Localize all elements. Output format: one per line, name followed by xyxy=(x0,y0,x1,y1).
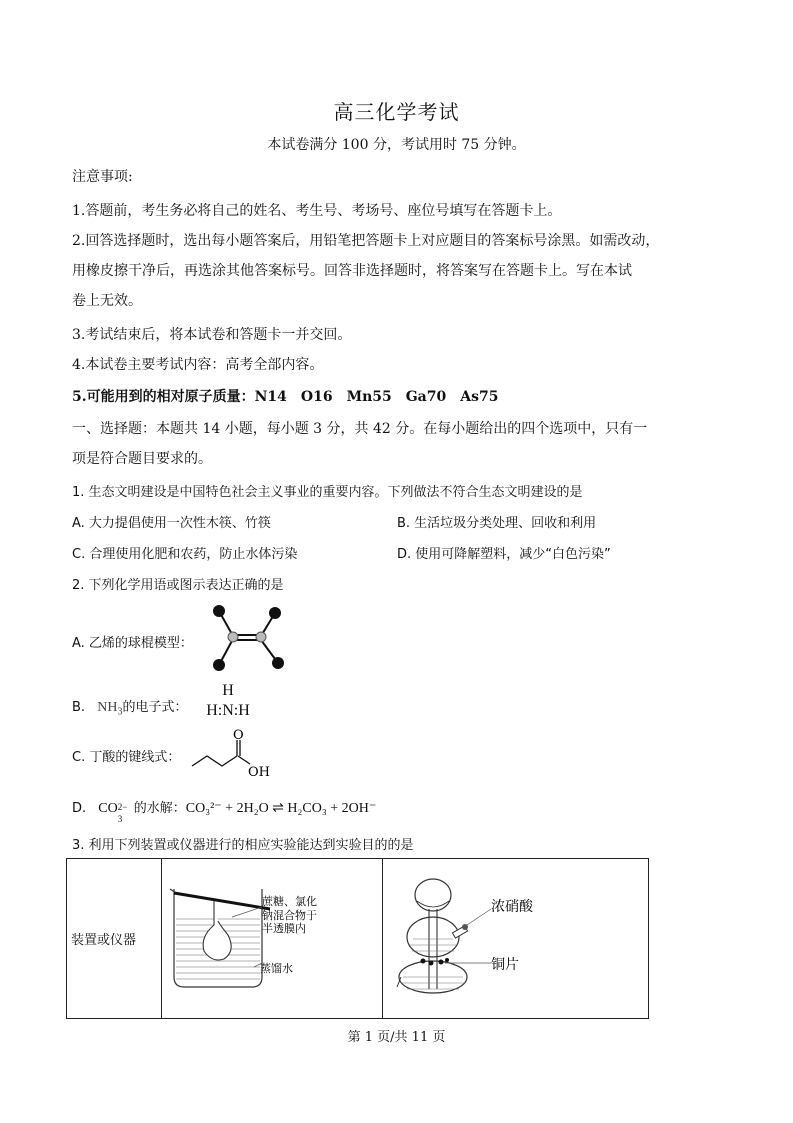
q2-option-d xyxy=(72,797,377,824)
dialysis-label-water: 蒸馏水 xyxy=(260,962,294,975)
dialysis-label-line3: 半透膜内 xyxy=(262,922,307,935)
butanoic-acid-oxygen: O xyxy=(233,728,244,743)
q2-d-ion-sub: 3 xyxy=(117,814,123,824)
q2-option-c: C. 丁酸的键线式： xyxy=(72,750,181,765)
q2-b-formula: NH xyxy=(97,700,118,715)
q2-d-prefix: D. xyxy=(72,801,87,816)
notice-item-5: 5.可能用到的相对原子质量：N14 O16 Mn55 Ga70 As75 xyxy=(72,389,499,405)
notice-item-2-end: 卷上无效。 xyxy=(72,293,142,309)
section-instructions-cont: 项是符合题目要求的。 xyxy=(72,451,212,467)
nh3-top-hydrogen: H xyxy=(222,682,234,699)
notice-item-3: 3.考试结束后，将本试卷和答题卡一并交回。 xyxy=(72,327,352,343)
page-footer: 第 1 页/共 11 页 xyxy=(347,1030,446,1045)
q2-b-suffix: 的电子式： xyxy=(122,700,188,715)
kipp-label-copper: 铜片 xyxy=(491,957,520,973)
dialysis-label-line2: 钠混合物于 xyxy=(262,909,318,922)
q1-option-b: B. 生活垃圾分类处理、回收和利用 xyxy=(397,516,597,531)
nh3-electron-formula xyxy=(197,681,259,721)
q1-option-c: C. 合理使用化肥和农药，防止水体污染 xyxy=(72,547,298,562)
q1-stem: 1. 生态文明建设是中国特色社会主义事业的重要内容。下列做法不符合生态文明建设的是 xyxy=(72,485,583,500)
notice-heading: 注意事项: xyxy=(72,169,133,185)
page-title: 高三化学考试 xyxy=(333,100,460,124)
q3-apparatus-table xyxy=(66,858,649,1019)
q1-option-a: A. 大力提倡使用一次性木筷、竹筷 xyxy=(72,516,271,531)
q2-b-prefix: B. xyxy=(72,700,86,715)
dialysis-apparatus-figure xyxy=(162,859,380,1014)
q1-option-d: D. 使用可降解塑料，减少“白色污染” xyxy=(397,547,611,562)
q2-stem: 2. 下列化学用语或图示表达正确的是 xyxy=(72,578,284,593)
q2-b-formula-sub: 3 xyxy=(117,706,123,718)
page-subtitle: 本试卷满分 100 分，考试用时 75 分钟。 xyxy=(267,137,526,153)
ethylene-ball-stick-model xyxy=(205,603,295,673)
notice-item-1: 1.答题前，考生务必将自己的姓名、考生号、考场号、座位号填写在答题卡上。 xyxy=(72,203,562,219)
notice-item-4: 4.本试卷主要考试内容：高考全部内容。 xyxy=(72,357,324,373)
q3-row-label: 装置或仪器 xyxy=(67,859,162,1019)
q2-d-ion: CO xyxy=(98,801,118,816)
butanoic-acid-skeletal-formula xyxy=(190,728,280,783)
q2-option-a: A. 乙烯的球棍模型： xyxy=(72,636,193,651)
kipp-apparatus-figure xyxy=(383,859,645,1014)
q3-stem: 3. 利用下列装置或仪器进行的相应实验能达到实验目的的是 xyxy=(72,838,414,853)
notice-item-2: 2.回答选择题时，选出每小题答案后，用铅笔把答题卡上对应题目的答案标号涂黑。如需改动， xyxy=(72,233,660,249)
q2-d-equation: CO₃²⁻ + 2H₂O ⇌ H₂CO₃ + 2OH⁻ xyxy=(185,801,377,816)
q2-d-mid: 的水解： xyxy=(133,801,186,816)
butanoic-acid-hydroxyl: OH xyxy=(248,765,270,780)
dialysis-label-line1: 蔗糖、氯化 xyxy=(262,895,318,908)
section-instructions: 一、选择题：本题共 14 小题，每小题 3 分，共 42 分。在每小题给出的四个选项中，只有一 xyxy=(72,421,648,437)
kipp-label-acid: 浓硝酸 xyxy=(491,899,534,915)
q3-cell-kipp xyxy=(383,859,649,1019)
q2-d-ion-charge: 2− xyxy=(117,802,128,812)
q2-option-b xyxy=(72,696,187,718)
nh3-middle-row: H:N:H xyxy=(206,702,250,719)
notice-item-2-cont: 用橡皮擦干净后，再选涂其他答案标号。回答非选择题时，将答案写在答题卡上。写在本试 xyxy=(72,263,632,279)
q3-cell-dialysis xyxy=(162,859,383,1019)
